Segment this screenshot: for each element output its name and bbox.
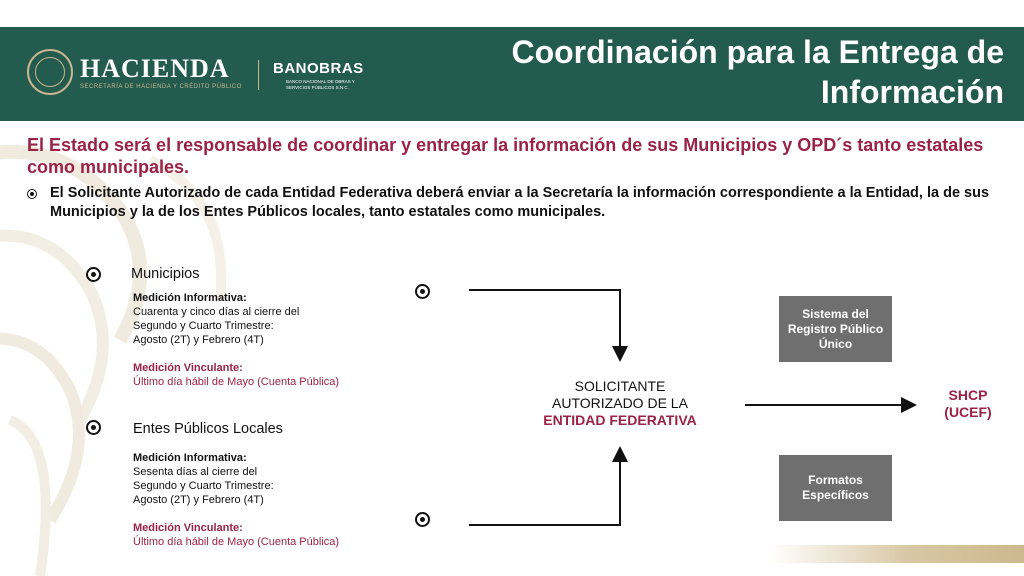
title-line-1: Coordinación para la Entrega de [511, 34, 1004, 70]
bottom-connector-arrow [469, 448, 620, 525]
shcp-line-2: (UCEF) [944, 404, 992, 420]
bullet-text: El Solicitante Autorizado de cada Entidad Federativa deberá enviar a la Secretaría la información correspondiente a la Entidad, la de sus Municipios y la de los Entes Públicos locales, tanto estatales como municipales. [50, 185, 990, 220]
municipios-vinc-title: Medición Vinculante: [133, 362, 243, 374]
registro-publico-box: Sistema del Registro Público Único [779, 296, 892, 362]
footer-gold-band [770, 545, 1024, 563]
municipios-label: Municipios [131, 266, 200, 282]
municipios-info-line: Cuarenta y cinco días al cierre del [133, 306, 300, 318]
solicitante-line-1: SOLICITANTE [574, 378, 666, 394]
entes-info-line: Sesenta días al cierre del [133, 466, 258, 478]
formatos-especificos-box: Formatos Específicos [779, 455, 892, 521]
banobras-logo-text: BANOBRAS [273, 60, 364, 77]
entes-info-line: Segundo y Cuarto Trimestre: [133, 480, 274, 492]
municipios-info-line: Segundo y Cuarto Trimestre: [133, 320, 274, 332]
lead-statement: El Estado será el responsable de coordinar y entregar la información de sus Municipios y OPD´s tanto estatales como municipales. [27, 135, 984, 177]
solicitante-line-2: AUTORIZADO DE LA [552, 395, 688, 411]
entes-info-line: Agosto (2T) y Febrero (4T) [133, 494, 264, 506]
entes-info-title: Medición Informativa: [133, 452, 247, 464]
solicitante-line-3: ENTIDAD FEDERATIVA [543, 412, 697, 428]
solicitante-node [530, 378, 710, 429]
municipios-vinc-text: Último día hábil de Mayo (Cuenta Pública) [133, 376, 340, 388]
entes-vinc-title: Medición Vinculante: [133, 522, 243, 534]
banobras-logo-subtitle: BANCO NACIONAL DE OBRAS Y SERVICIOS PÚBLICOS S.N.C. [286, 79, 355, 90]
shcp-line-1: SHCP [948, 387, 988, 403]
top-connector-arrow [469, 290, 620, 360]
title-line-2: Información [820, 74, 1004, 110]
entes-vinc-text: Último día hábil de Mayo (Cuenta Pública) [133, 536, 340, 548]
municipios-info-line: Agosto (2T) y Febrero (4T) [133, 334, 264, 346]
hacienda-logo-text: HACIENDA [80, 54, 230, 83]
shcp-node [928, 387, 1008, 421]
municipios-info-title: Medición Informativa: [133, 292, 247, 304]
entes-label: Entes Públicos Locales [133, 421, 283, 437]
hacienda-logo-subtitle: SECRETARÍA DE HACIENDA Y CRÉDITO PÚBLICO [80, 84, 242, 90]
